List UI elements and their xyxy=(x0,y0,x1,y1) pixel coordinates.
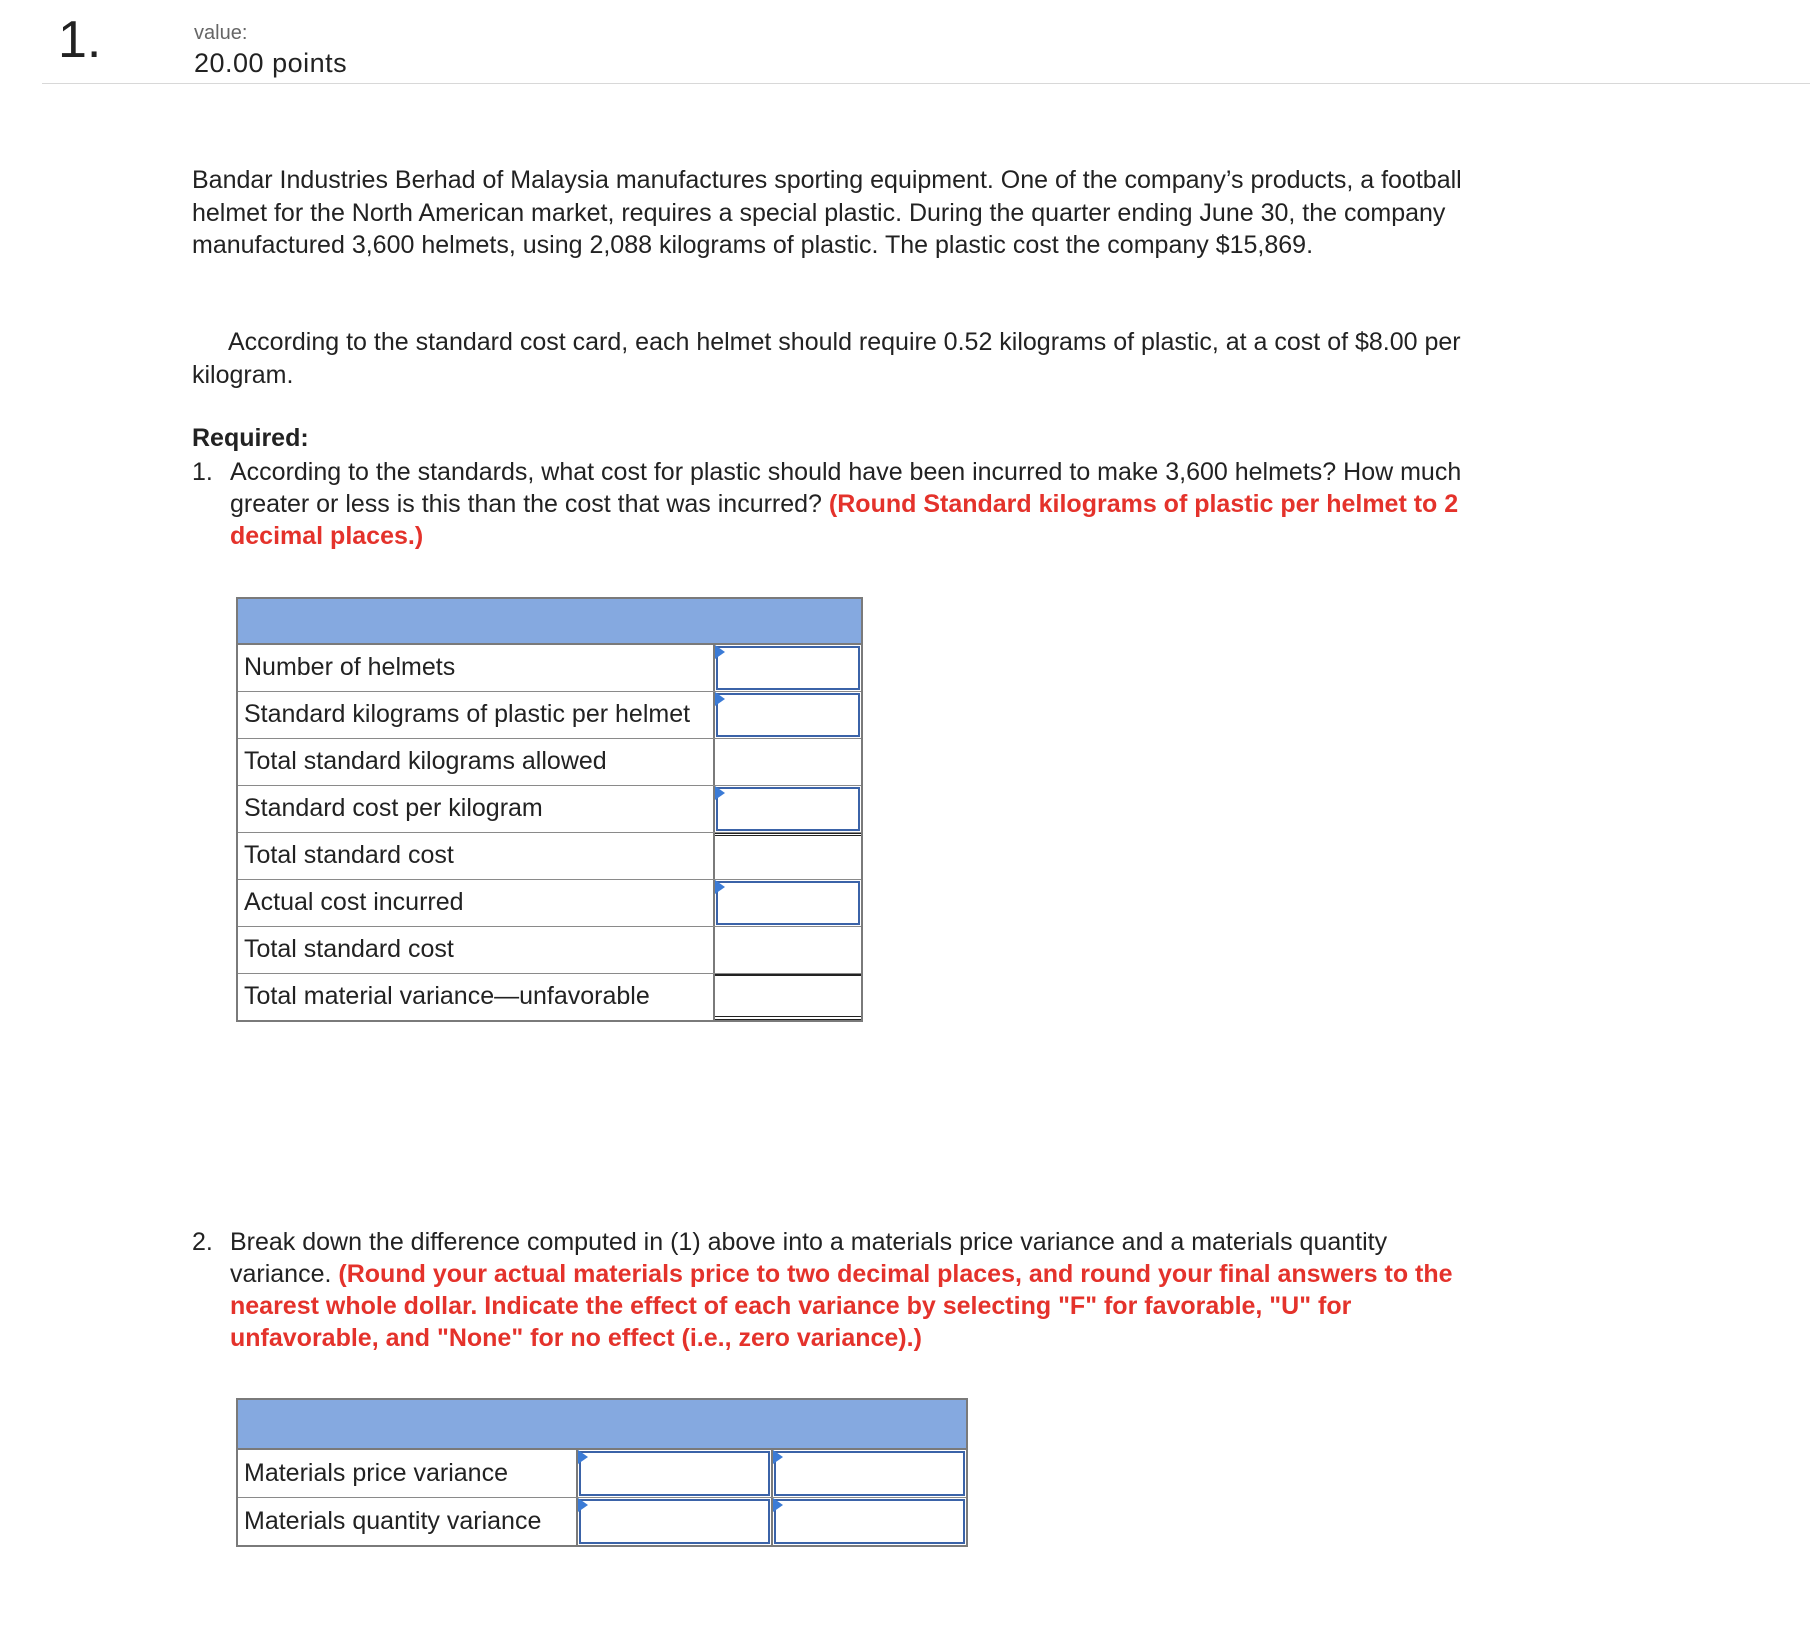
row-label: Materials quantity variance xyxy=(238,1498,578,1545)
row-label: Total material variance—unfavorable xyxy=(238,974,715,1020)
row-label: Total standard cost xyxy=(238,833,715,879)
row-label: Number of helmets xyxy=(238,645,715,691)
table-row xyxy=(238,973,861,1020)
requirement-2-text: Break down the difference computed in (1) above into a materials price variance and a materials quantity variance. xyxy=(230,1228,1388,1288)
input-marker-icon xyxy=(715,786,725,800)
total-material-variance-value xyxy=(715,974,861,1020)
table-row xyxy=(238,738,861,785)
total-standard-cost-value xyxy=(715,833,861,879)
table-row xyxy=(238,832,861,879)
quantity-variance-amount-input[interactable] xyxy=(579,1499,770,1544)
value-label: value: xyxy=(194,22,248,44)
table-row xyxy=(238,1497,966,1545)
table-header-bar xyxy=(238,1400,966,1450)
input-marker-icon xyxy=(578,1450,588,1464)
input-marker-icon xyxy=(715,880,725,894)
actual-cost-incurred-input[interactable] xyxy=(716,881,860,925)
number-of-helmets-input[interactable] xyxy=(716,646,860,690)
row-label: Total standard cost xyxy=(238,927,715,973)
dropdown-marker-icon xyxy=(773,1450,783,1464)
standard-cost-table xyxy=(236,597,863,1022)
intro-paragraph: Bandar Industries Berhad of Malaysia manufactures sporting equipment. One of the company’s products, a football helmet for the North American market, requires a special plastic. During the quarter ending June 30, the company manufactured 3,600 helmets, using 2,088 kilograms of plastic. The plastic cost the company $15,869. xyxy=(192,166,1462,259)
requirement-2 xyxy=(192,1226,1470,1354)
table-row xyxy=(238,645,861,691)
requirement-1-text: According to the standards, what cost for plastic should have been incurred to make 3,600 helmets? How much greater or less is this than the cost that was incurred? xyxy=(230,458,1462,518)
points-value: 20.00 points xyxy=(194,48,348,78)
table-row xyxy=(238,926,861,973)
price-variance-amount-input[interactable] xyxy=(579,1451,770,1496)
input-marker-icon xyxy=(715,645,725,659)
requirement-1-instruction: (Round Standard kilograms of plastic per helmet to 2 decimal places.) xyxy=(230,490,1459,550)
dropdown-marker-icon xyxy=(773,1498,783,1512)
total-standard-cost-repeat-value xyxy=(715,927,861,973)
header-divider xyxy=(42,83,1810,84)
standard-kg-per-helmet-input[interactable] xyxy=(716,693,860,737)
requirement-1-number: 1. xyxy=(192,458,213,486)
total-standard-kg-value xyxy=(715,739,861,785)
row-label: Materials price variance xyxy=(238,1450,578,1497)
row-label: Actual cost incurred xyxy=(238,880,715,926)
standard-cost-per-kg-input[interactable] xyxy=(716,787,860,831)
input-marker-icon xyxy=(578,1498,588,1512)
question-number: 1. xyxy=(58,11,102,69)
table-header-bar xyxy=(238,599,861,645)
price-variance-effect-select[interactable] xyxy=(774,1451,965,1496)
requirement-2-instruction: (Round your actual materials price to two decimal places, and round your final answers to the nearest whole dollar. Indicate the effect of each variance by selecting "F" for favorable, "U" for unfavorable, and "None" for no effect (i.e., zero variance).) xyxy=(230,1260,1453,1352)
row-label: Standard kilograms of plastic per helmet xyxy=(238,692,715,738)
table-row xyxy=(238,691,861,738)
table-row xyxy=(238,1450,966,1497)
requirement-1 xyxy=(192,456,1470,552)
quantity-variance-effect-select[interactable] xyxy=(774,1499,965,1544)
row-label: Standard cost per kilogram xyxy=(238,786,715,832)
row-label: Total standard kilograms allowed xyxy=(238,739,715,785)
table-row xyxy=(238,785,861,832)
table-row xyxy=(238,879,861,926)
standard-paragraph: According to the standard cost card, each helmet should require 0.52 kilograms of plastic, at a cost of $8.00 per kilogram. xyxy=(192,328,1461,389)
required-heading: Required: xyxy=(192,424,309,452)
variance-table xyxy=(236,1398,968,1547)
requirement-2-number: 2. xyxy=(192,1228,213,1256)
input-marker-icon xyxy=(715,692,725,706)
